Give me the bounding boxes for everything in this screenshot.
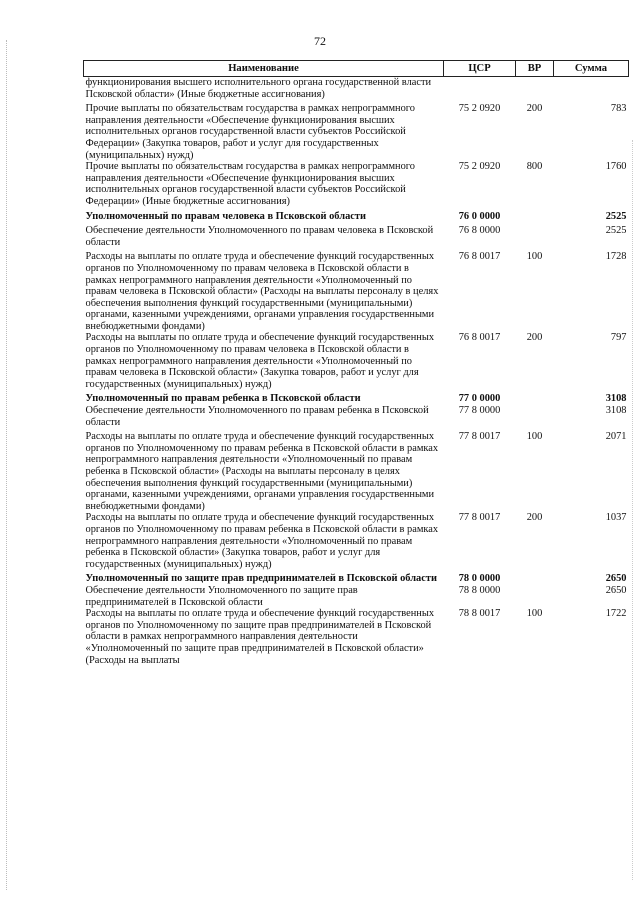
row-vr: 200 xyxy=(526,103,543,115)
table-row xyxy=(84,608,629,666)
row-name: Расходы на выплаты по оплате труда и обеспечение функций государственных органов по Уполномоченному по правам человека в Псковской области в рамках непрограммного направления деятельности «Уполномоченный по правам человека в Псковской области» (Расходы на выплаты персоналу в целях обеспечения выполнения функций государственными (муниципальными) органами, казенными учреждениями, органами управления государственными внебюджетными фондами) xyxy=(85,251,439,332)
row-csr: 77 0 0000 xyxy=(458,393,501,405)
row-name: Расходы на выплаты по оплате труда и обеспечение функций государственных органов по Уполномоченному по правам человека в Псковской области в рамках непрограммного направления деятельности «Уполномоченный по правам человека в Псковской области» (Закупка товаров, работ и услуг для государственных (муниципальных) нужд) xyxy=(85,332,435,390)
row-vr xyxy=(516,585,554,608)
row-sum: 2071 xyxy=(605,431,627,443)
page-number: 72 xyxy=(314,34,326,48)
row-csr: 76 8 0017 xyxy=(458,251,501,263)
row-name: Расходы на выплаты по оплате труда и обеспечение функций государственных органов по Уполномоченному по правам ребенка в Псковской области в рамках непрограммного направления деятельности «Уполномоченный по правам ребенка в Псковской области» (Расходы на выплаты персоналу в целях обеспечения выполнения функций государственными (муниципальными) органами, казенными учреждениями, органами управления государственными внебюджетными фондами) xyxy=(85,431,439,512)
header-sum: Сумма xyxy=(554,61,629,77)
table-header xyxy=(84,61,629,77)
row-csr: 76 0 0000 xyxy=(458,210,501,222)
row-sum: 2525 xyxy=(605,225,627,237)
row-sum: 2525 xyxy=(605,210,627,222)
row-vr: 100 xyxy=(526,251,543,263)
table-row xyxy=(84,390,629,405)
budget-table xyxy=(83,60,629,666)
row-vr xyxy=(516,208,554,223)
row-name: Обеспечение деятельности Уполномоченного по правам человека в Псковской области xyxy=(85,225,434,248)
row-csr: 78 8 0017 xyxy=(458,608,501,620)
row-csr xyxy=(444,77,516,101)
row-csr: 75 2 0920 xyxy=(458,161,501,173)
table-row xyxy=(84,570,629,585)
row-name: Прочие выплаты по обязательствам государства в рамках непрограммного направления деятельности «Обеспечение функционирования высших исполнительных органов государственной власти субъектов Российской Федерации» (Закупка товаров, работ и услуг для государственных (муниципальных) нужд) xyxy=(85,103,415,161)
row-name: Уполномоченный по правам ребенка в Псковской области xyxy=(85,393,361,405)
row-vr xyxy=(516,77,554,101)
row-vr xyxy=(516,222,554,248)
row-sum: 1728 xyxy=(605,251,627,263)
table-body xyxy=(84,77,629,667)
row-name: Расходы на выплаты по оплате труда и обеспечение функций государственных органов по Уполномоченному по защите прав предпринимателей в Псковской области в рамках непрограммного направления деятельности «Уполномоченный по защите прав предпринимателей в Псковской области» (Расходы на выплаты xyxy=(85,608,435,666)
table-row xyxy=(84,332,629,390)
table-row xyxy=(84,161,629,207)
row-vr xyxy=(516,390,554,405)
row-name: Обеспечение деятельности Уполномоченного по защите прав предпринимателей в Псковской области xyxy=(85,584,358,608)
row-sum: 2650 xyxy=(605,573,627,585)
row-vr xyxy=(516,405,554,428)
row-csr: 77 8 0017 xyxy=(458,512,501,524)
table-row xyxy=(84,512,629,570)
row-csr: 76 8 0000 xyxy=(458,225,501,237)
row-sum: 783 xyxy=(610,103,627,115)
table-row xyxy=(84,77,629,101)
row-name: Уполномоченный по защите прав предпринимателей в Псковской области xyxy=(85,573,437,585)
row-sum: 3108 xyxy=(605,393,627,405)
row-csr: 76 8 0017 xyxy=(458,332,501,344)
row-name: Прочие выплаты по обязательствам государства в рамках непрограммного направления деятельности «Обеспечение функционирования высших исполнительных органов государственной власти субъектов Российской Федерации» (Иные бюджетные ассигнования) xyxy=(85,161,415,207)
row-vr: 100 xyxy=(526,608,543,620)
table-row xyxy=(84,585,629,608)
budget-table-container xyxy=(83,60,628,666)
table-row xyxy=(84,428,629,512)
table-row xyxy=(84,208,629,223)
row-csr: 77 8 0017 xyxy=(458,431,501,443)
row-sum: 1760 xyxy=(605,161,627,173)
row-name: Расходы на выплаты по оплате труда и обеспечение функций государственных органов по Уполномоченному по правам ребенка в Псковской области в рамках непрограммного направления деятельности «Уполномоченный по правам ребенка в Псковской области» (Закупка товаров, работ и услуг для государственных (муниципальных) нужд) xyxy=(85,512,439,570)
row-csr: 77 8 0000 xyxy=(458,405,501,417)
header-csr: ЦСР xyxy=(444,61,516,77)
table-row xyxy=(84,248,629,332)
row-csr: 75 2 0920 xyxy=(458,103,501,115)
row-vr: 100 xyxy=(526,431,543,443)
row-sum: 797 xyxy=(610,332,627,344)
row-sum: 3108 xyxy=(605,405,627,417)
row-vr: 200 xyxy=(526,332,543,344)
row-name: Уполномоченный по правам человека в Псковской области xyxy=(85,210,366,222)
row-csr: 78 8 0000 xyxy=(458,584,501,596)
table-row xyxy=(84,100,629,161)
row-vr xyxy=(516,570,554,585)
table-row xyxy=(84,222,629,248)
row-name: функционирования высшего исполнительного органа государственной власти Псковской области» (Иные бюджетные ассигнования) xyxy=(85,77,432,100)
scan-edge-right xyxy=(632,140,633,880)
row-vr: 200 xyxy=(526,512,543,524)
row-sum: 1037 xyxy=(605,512,627,524)
row-sum: 2650 xyxy=(605,584,627,596)
row-sum: 1722 xyxy=(605,608,627,620)
row-name: Обеспечение деятельности Уполномоченного по правам ребенка в Псковской области xyxy=(85,405,429,428)
row-sum xyxy=(554,77,629,101)
scan-edge-left xyxy=(6,40,7,890)
table-row xyxy=(84,405,629,428)
header-name: Наименование xyxy=(84,61,444,77)
header-vr: ВР xyxy=(516,61,554,77)
row-csr: 78 0 0000 xyxy=(458,573,501,585)
row-vr: 800 xyxy=(526,161,543,173)
